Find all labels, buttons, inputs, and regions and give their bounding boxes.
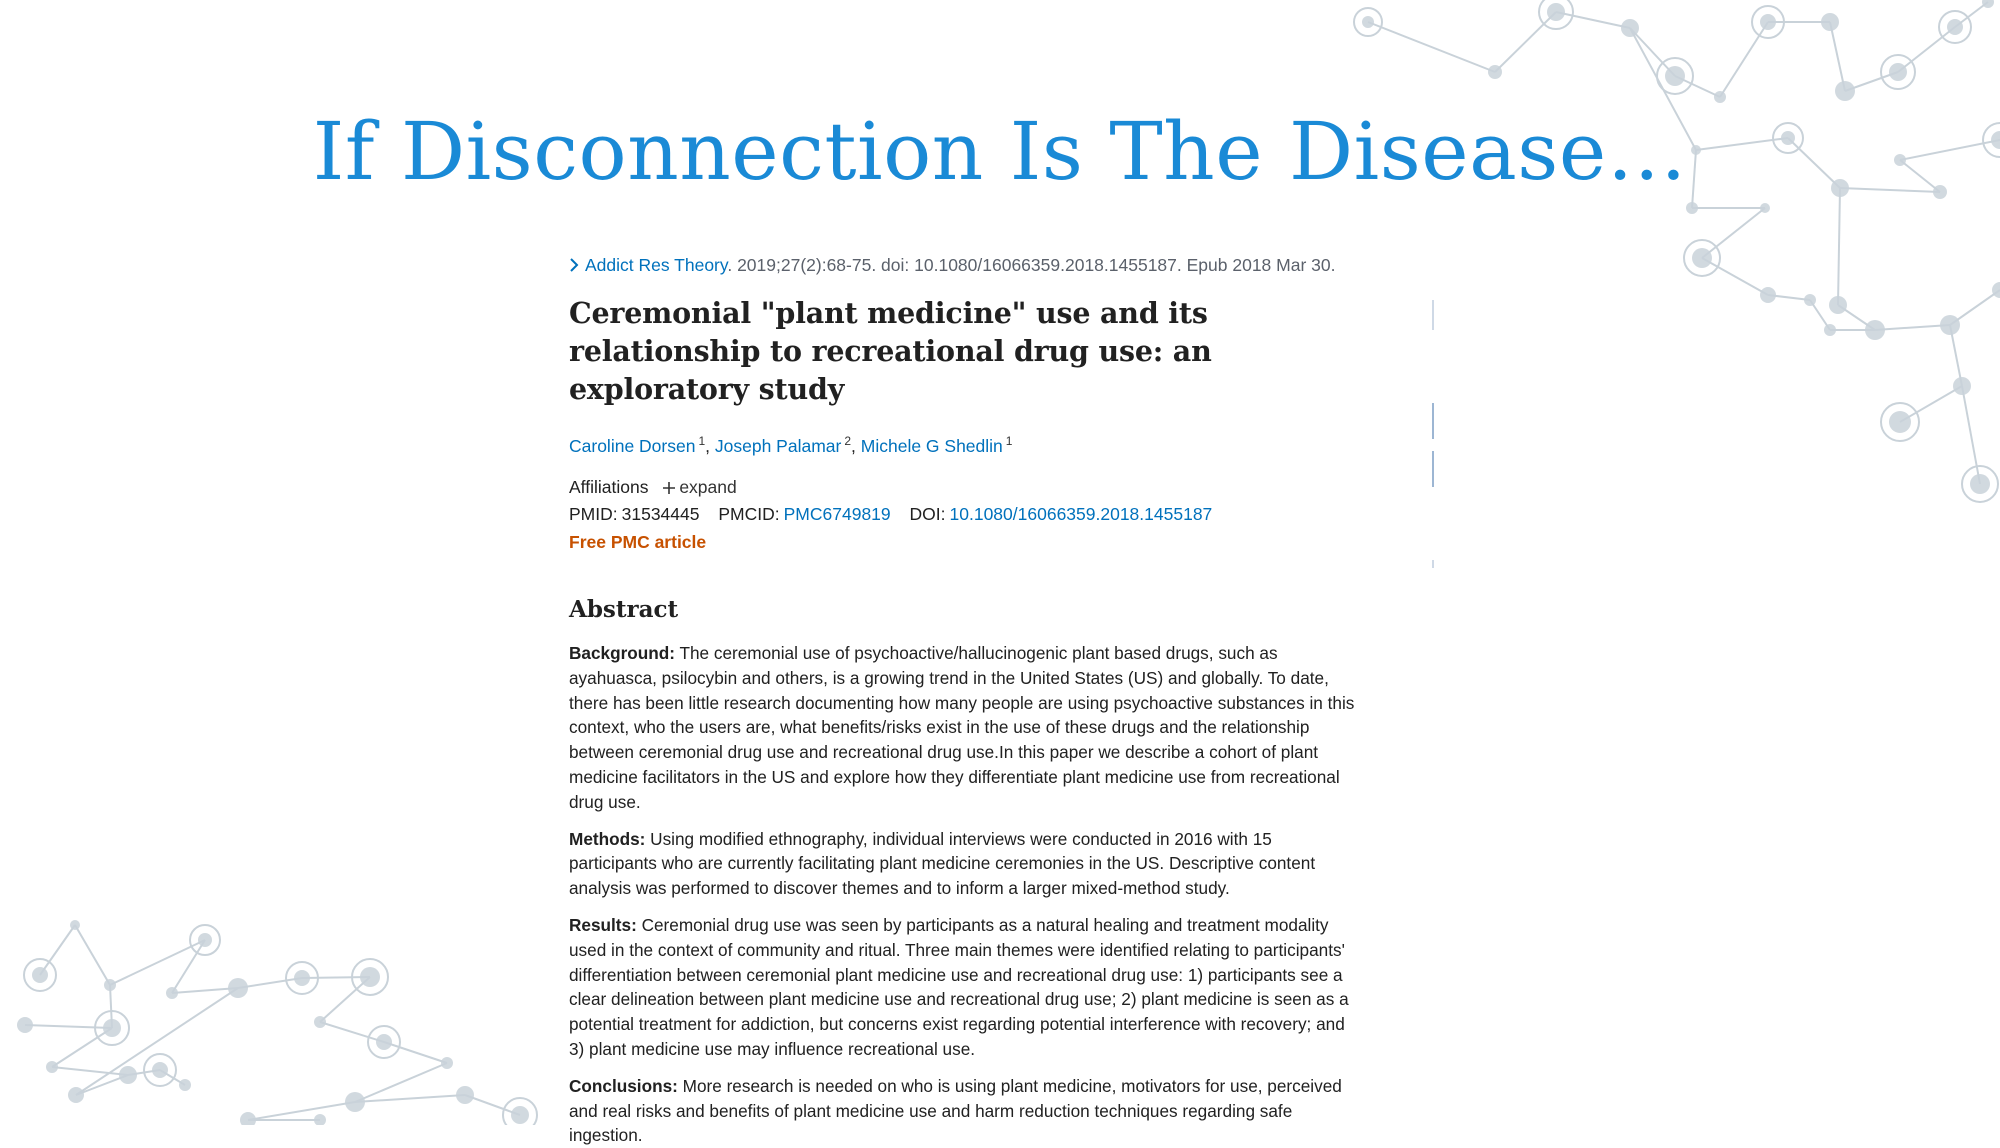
network-node [46,1061,58,1073]
network-node [1940,315,1960,335]
affiliations-label: Affiliations [569,477,649,497]
author-affiliation-number[interactable]: 1 [1005,434,1013,448]
pmid-value: 31534445 [621,504,700,524]
network-edge [1495,12,1556,72]
section-text: Using modified ethnography, individual interviews were conducted in 2016 with 15 participants who are currently facilitating plant medicine ceremonies in the US. Descriptive content analysis was performed to discover themes and to inform a larger mixed-method study. [569,828,1316,899]
network-edge [40,925,75,975]
author-list: Caroline Dorsen $^1$, Joseph Palamar $^2$, Michele G Shedlin $^1$ [569,434,1013,456]
network-graphic-top-right [1300,0,2000,520]
network-edge [1702,208,1765,258]
section-text: More research is needed on who is using plant medicine, motivators for use, perceived and real risks and benefits of plant medicine use and harm reduction techniques regarding safe ingestion. [569,1075,1342,1146]
network-edge [320,977,370,1022]
section-text: The ceremonial use of psychoactive/hallucinogenic plant based drugs, such as ayahuasca, psilocybin and others, is a growing trend in the United States (US) and globally. To date, there has been little research documenting how many people are using psychoactive substances in this context, who the users are, what benefits/risks exist in the use of these drugs and the relationship between ceremonial drug use and recreational drug use.In this paper we describe a cohort of plant medicine facilitators in the US and explore how they differentiate plant medicine use from recreational drug use. [569,643,1355,812]
doi-link[interactable]: 10.1080/16066359.2018.1455187 [949,504,1213,524]
pmid-label: PMID: [569,504,618,524]
network-edge [1368,22,1495,72]
abstract-background [569,641,1359,815]
network-edge [302,977,370,978]
network-node [1714,91,1726,103]
network-node [1829,296,1847,314]
affiliations-row [569,474,1359,500]
sidebar-divider [1432,300,1434,330]
network-node [1760,203,1770,213]
network-node [1686,202,1698,214]
network-node [17,1017,33,1033]
chevron-right-icon[interactable] [569,258,579,272]
network-node [360,967,380,987]
network-node [1692,248,1712,268]
pubmed-article [569,252,1359,1148]
network-node [1824,324,1836,336]
abstract-conclusions [569,1074,1359,1148]
network-node [32,967,48,983]
section-label: Methods: [569,828,646,849]
author-affiliation-number[interactable]: 1 [698,434,706,448]
network-node [511,1106,529,1124]
network-node [68,1087,84,1103]
network-edge [1720,22,1768,97]
network-node [1970,474,1990,494]
network-node [376,1034,392,1050]
author-affiliation-number[interactable]: 2 [844,434,852,448]
network-node [1621,19,1639,37]
network-node [119,1066,137,1084]
network-node [441,1057,453,1069]
network-edge [1830,22,1845,91]
author-link[interactable]: Michele G Shedlin [860,436,1003,456]
citation-details: . 2019;27(2):68-75. doi: 10.1080/16066359.2018.1455187. Epub 2018 Mar 30. [727,255,1336,275]
network-edge [1875,325,1950,330]
network-node [1821,13,1839,31]
sidebar-divider [1432,403,1434,439]
network-edge [248,1102,355,1120]
article-title: Ceremonial "plant medicine" use and its relationship to recreational drug use: an exploratory study [569,296,1212,406]
doi-label: DOI: [909,504,946,524]
network-node [1889,63,1907,81]
network-node [294,970,310,986]
section-label: Background: [569,643,675,663]
plus-icon [663,482,675,494]
network-node [1804,294,1816,306]
section-text: Ceremonial drug use was seen by participants as a natural healing and treatment modality used in the context of community and ritual. Three main themes were identified relating to participants' differentiation between ceremonial plant medicine use and recreational drug use: 1) participants see a clear delineation between plant medicine use and recreational drug use; 2) plant medicine is seen as a potential treatment for addiction, but concerns exist regarding potential interference with recovery; and 3) plant medicine use may influence recreational use. [569,914,1349,1059]
network-node [1488,65,1502,79]
network-node [179,1079,191,1091]
journal-link[interactable]: Addict Res Theory [585,255,728,275]
pmcid-label: PMCID: [718,504,780,524]
network-node [1362,16,1374,28]
network-node [1547,3,1565,21]
sidebar-divider [1432,560,1434,568]
expand-affiliations-button[interactable] [663,477,736,497]
network-node [314,1114,326,1125]
free-pmc-article-badge[interactable]: Free PMC article [569,532,707,552]
network-node [198,933,212,947]
author-link[interactable]: Joseph Palamar [714,436,842,456]
sidebar-divider [1432,451,1434,487]
network-node [70,920,80,930]
slide-title: If Disconnection Is The Disease… [312,105,1688,198]
author-link[interactable]: Caroline Dorsen [569,436,696,456]
network-node [1953,377,1971,395]
network-edge [1838,188,1840,305]
network-node [1982,0,1994,8]
section-label: Results: [569,914,637,935]
network-node [1865,320,1885,340]
abstract-methods [569,827,1359,901]
network-edge [320,1022,384,1042]
pmcid-link[interactable]: PMC6749819 [783,504,891,524]
network-node [103,1019,121,1037]
network-node [152,1062,168,1078]
network-edge [25,1025,112,1028]
network-edge [384,1042,447,1063]
abstract-results [569,913,1359,1062]
section-label: Conclusions: [569,1075,678,1096]
network-node [228,978,248,998]
network-edge [75,925,110,985]
citation-line [569,252,1359,278]
network-node [1665,66,1685,86]
network-node [1889,411,1911,433]
network-node [345,1092,365,1112]
network-node [314,1016,326,1028]
network-node [104,979,116,991]
network-node [1947,19,1963,35]
network-node [166,987,178,999]
network-edge [52,1028,112,1067]
network-node [1760,287,1776,303]
network-node [1835,81,1855,101]
abstract-heading: Abstract [569,596,679,623]
network-node [240,1112,256,1125]
network-node [456,1086,474,1104]
expand-label: expand [679,477,737,497]
network-graphic-bottom-left [0,880,560,1125]
identifiers-row [569,500,1359,528]
network-node [1760,14,1776,30]
network-edge [1898,27,1955,72]
network-edge [1702,258,1768,295]
